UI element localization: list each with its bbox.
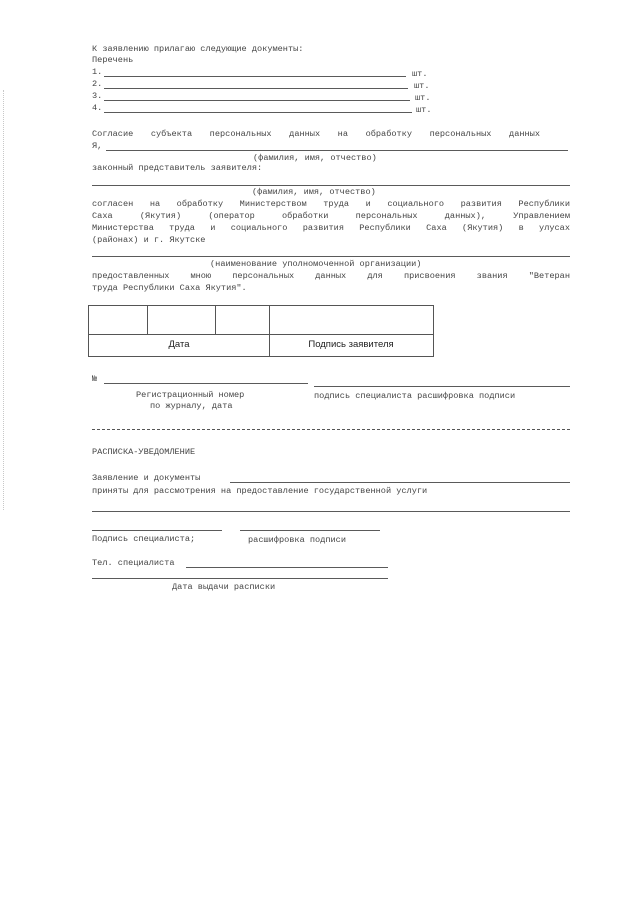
- consent-provided-line-1: предоставленных мною персональных данных для присвоения звания "Ветеран: [92, 271, 570, 281]
- attachment-item-4-field[interactable]: [104, 112, 412, 113]
- attachment-item-1-number: 1.: [92, 67, 103, 77]
- receipt-extra-field[interactable]: [92, 511, 570, 512]
- attachment-item-4-number: 4.: [92, 103, 103, 113]
- attachment-item-3-number: 3.: [92, 91, 103, 101]
- receipt-decode-label: расшифровка подписи: [248, 535, 346, 545]
- attachment-item-2-field[interactable]: [104, 88, 408, 89]
- attachment-item-3-field[interactable]: [104, 100, 410, 101]
- representative-fio-field[interactable]: [92, 185, 570, 186]
- receipt-spec-signature-label: Подпись специалиста;: [92, 534, 196, 544]
- date-label: Дата: [168, 339, 190, 350]
- signature-table-input-row[interactable]: [89, 306, 433, 335]
- attachment-item-2-number: 2.: [92, 79, 103, 89]
- specialist-signature-field[interactable]: [314, 386, 570, 387]
- consent-fio-caption-2: (фамилия, имя, отчество): [252, 187, 376, 197]
- registration-number-sign: №: [92, 374, 98, 384]
- cut-line: [92, 429, 570, 430]
- consent-paragraph-line-2: Саха (Якутия) (оператор обработки персональных данных), Управлением: [92, 211, 570, 221]
- registration-caption-2: по журналу, дата: [150, 401, 233, 411]
- consent-paragraph-line-4: (районах) и г. Якутске: [92, 235, 206, 245]
- signature-table: [88, 305, 434, 357]
- date-day-divider: [147, 306, 148, 334]
- receipt-decode-field[interactable]: [240, 530, 380, 531]
- registration-number-field[interactable]: [104, 383, 308, 384]
- receipt-title: РАСПИСКА-УВЕДОМЛЕНИЕ: [92, 447, 196, 457]
- date-month-divider: [215, 306, 216, 334]
- applicant-signature-label: Подпись заявителя: [308, 339, 394, 350]
- receipt-docs-field[interactable]: [230, 482, 570, 483]
- attachments-intro: К заявлению прилагаю следующие документы:: [92, 44, 304, 54]
- consent-ya: Я,: [92, 141, 103, 151]
- attachment-item-2-unit: шт.: [414, 81, 430, 91]
- consent-fio-caption-1: (фамилия, имя, отчество): [253, 153, 377, 163]
- receipt-accepted-text: приняты для рассмотрения на предоставление государственной услуги: [92, 486, 428, 496]
- receipt-phone-label: Тел. специалиста: [92, 558, 175, 568]
- consent-org-caption: (наименование уполномоченной организации): [210, 259, 422, 269]
- consent-heading: Согласие субъекта персональных данных на обработку персональных данных: [92, 129, 540, 139]
- attachments-list-title: Перечень: [92, 55, 134, 65]
- attachment-item-4-unit: шт.: [416, 105, 432, 115]
- receipt-date-field[interactable]: [92, 578, 388, 579]
- consent-provided-line-2: труда Республики Саха Якутия".: [92, 283, 247, 293]
- receipt-docs-label: Заявление и документы: [92, 473, 201, 483]
- consent-paragraph-line-1: согласен на обработку Министерством труда и социального развития Республики: [92, 199, 570, 209]
- scan-margin-dots: [3, 90, 5, 510]
- registration-caption-1: Регистрационный номер: [136, 390, 245, 400]
- organization-field[interactable]: [92, 256, 570, 257]
- consent-fio-field[interactable]: [106, 150, 568, 151]
- attachment-item-1-unit: шт.: [412, 69, 428, 79]
- receipt-issue-date-caption: Дата выдачи расписки: [172, 582, 276, 592]
- attachment-item-3-unit: шт.: [415, 93, 431, 103]
- consent-representative-label: законный представитель заявителя:: [92, 163, 263, 173]
- receipt-phone-field[interactable]: [186, 567, 388, 568]
- attachment-item-1-field[interactable]: [104, 76, 406, 77]
- consent-paragraph-line-3: Министерства труда и социального развития Республики Саха (Якутия) в улусах: [92, 223, 570, 233]
- receipt-spec-signature-field[interactable]: [92, 530, 222, 531]
- specialist-signature-caption: подпись специалиста расшифровка подписи: [314, 391, 516, 401]
